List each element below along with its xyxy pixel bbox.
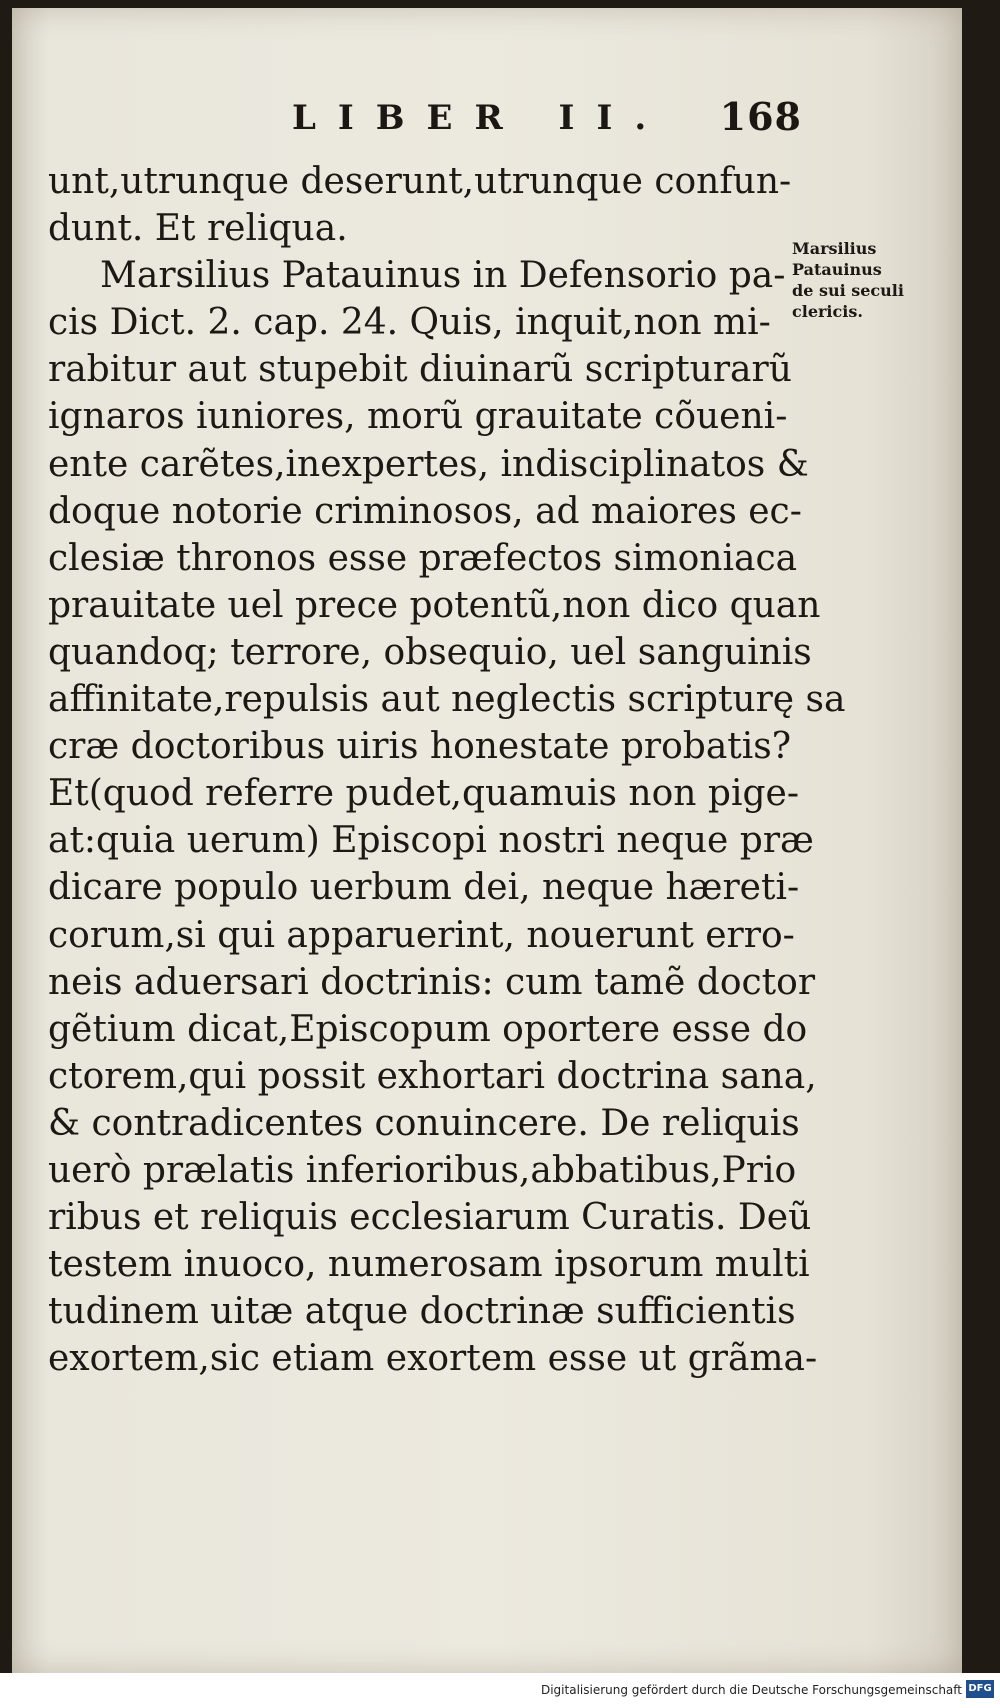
running-title: LIBER II. bbox=[292, 98, 669, 138]
text-line: cis Dict. 2. cap. 24. Quis, inquit,non mi- bbox=[48, 302, 771, 344]
text-line: dicare populo uerbum dei, neque hæreti- bbox=[48, 867, 800, 909]
text-line: ignaros iuniores, morũ grauitate cõueni- bbox=[48, 396, 788, 438]
text-line: at:quia uerum) Episcopi nostri neque præ bbox=[48, 820, 814, 862]
funding-credit: Digitalisierung gefördert durch die Deutsche Forschungsgemeinschaft bbox=[540, 1683, 962, 1697]
text-line: Et(quod referre pudet,quamuis non pige- bbox=[48, 773, 799, 815]
text-line: prauitate uel prece potentũ,non dico quan bbox=[48, 584, 821, 626]
marginal-note-line: de sui seculi bbox=[792, 281, 904, 300]
text-line: gẽtium dicat,Episcopum oportere esse do bbox=[48, 1008, 808, 1050]
text-line: doque notorie criminosos, ad maiores ec- bbox=[48, 490, 802, 532]
text-line: clesiæ thronos esse præfectos simoniaca bbox=[48, 537, 798, 579]
text-line: unt,utrunque deserunt,utrunque confun- bbox=[48, 161, 792, 202]
text-line: dunt. Et reliqua. bbox=[48, 208, 348, 250]
text-line: exortem,sic etiam exortem esse ut grãma- bbox=[48, 1338, 818, 1380]
text-line: Marsilius Patauinus in Defensorio pa- bbox=[100, 255, 786, 297]
marginal-note-line: clericis. bbox=[792, 302, 863, 321]
marginal-note bbox=[792, 238, 932, 322]
text-line: uerò prælatis inferioribus,abbatibus,Prio bbox=[48, 1149, 797, 1191]
marginal-note-line: Marsilius bbox=[792, 239, 877, 258]
text-line: ctorem,qui possit exhortari doctrina sana, bbox=[48, 1055, 817, 1097]
text-line: affinitate,repulsis aut neglectis scripturę sa bbox=[48, 679, 846, 721]
text-line: cræ doctoribus uiris honestate probatis? bbox=[48, 726, 792, 768]
text-line: quandoq; terrore, obsequio, uel sanguinis bbox=[48, 631, 812, 673]
text-line: tudinem uitæ atque doctrinæ sufficientis bbox=[48, 1291, 796, 1333]
dfg-logo: DFG bbox=[966, 1680, 994, 1698]
marginal-note-line: Patauinus bbox=[792, 260, 882, 279]
text-line: neis aduersari doctrinis: cum tamẽ doctor bbox=[48, 961, 816, 1003]
text-line: ribus et reliquis ecclesiarum Curatis. Deũ bbox=[48, 1197, 812, 1239]
text-line: corum,si qui apparuerint, nouerunt erro- bbox=[48, 914, 795, 956]
page-number: 168 bbox=[719, 94, 802, 139]
text-line: testem inuoco, numerosam ipsorum multi bbox=[48, 1244, 810, 1286]
digitization-credit-bar bbox=[0, 1673, 1000, 1708]
text-line: ente carẽtes,inexpertes, indisciplinatos & bbox=[48, 443, 809, 485]
book-page bbox=[12, 8, 962, 1673]
text-line: & contradicentes conuincere. De reliquis bbox=[48, 1102, 800, 1144]
text-line: rabitur aut stupebit diuinarũ scripturarũ bbox=[48, 349, 792, 391]
